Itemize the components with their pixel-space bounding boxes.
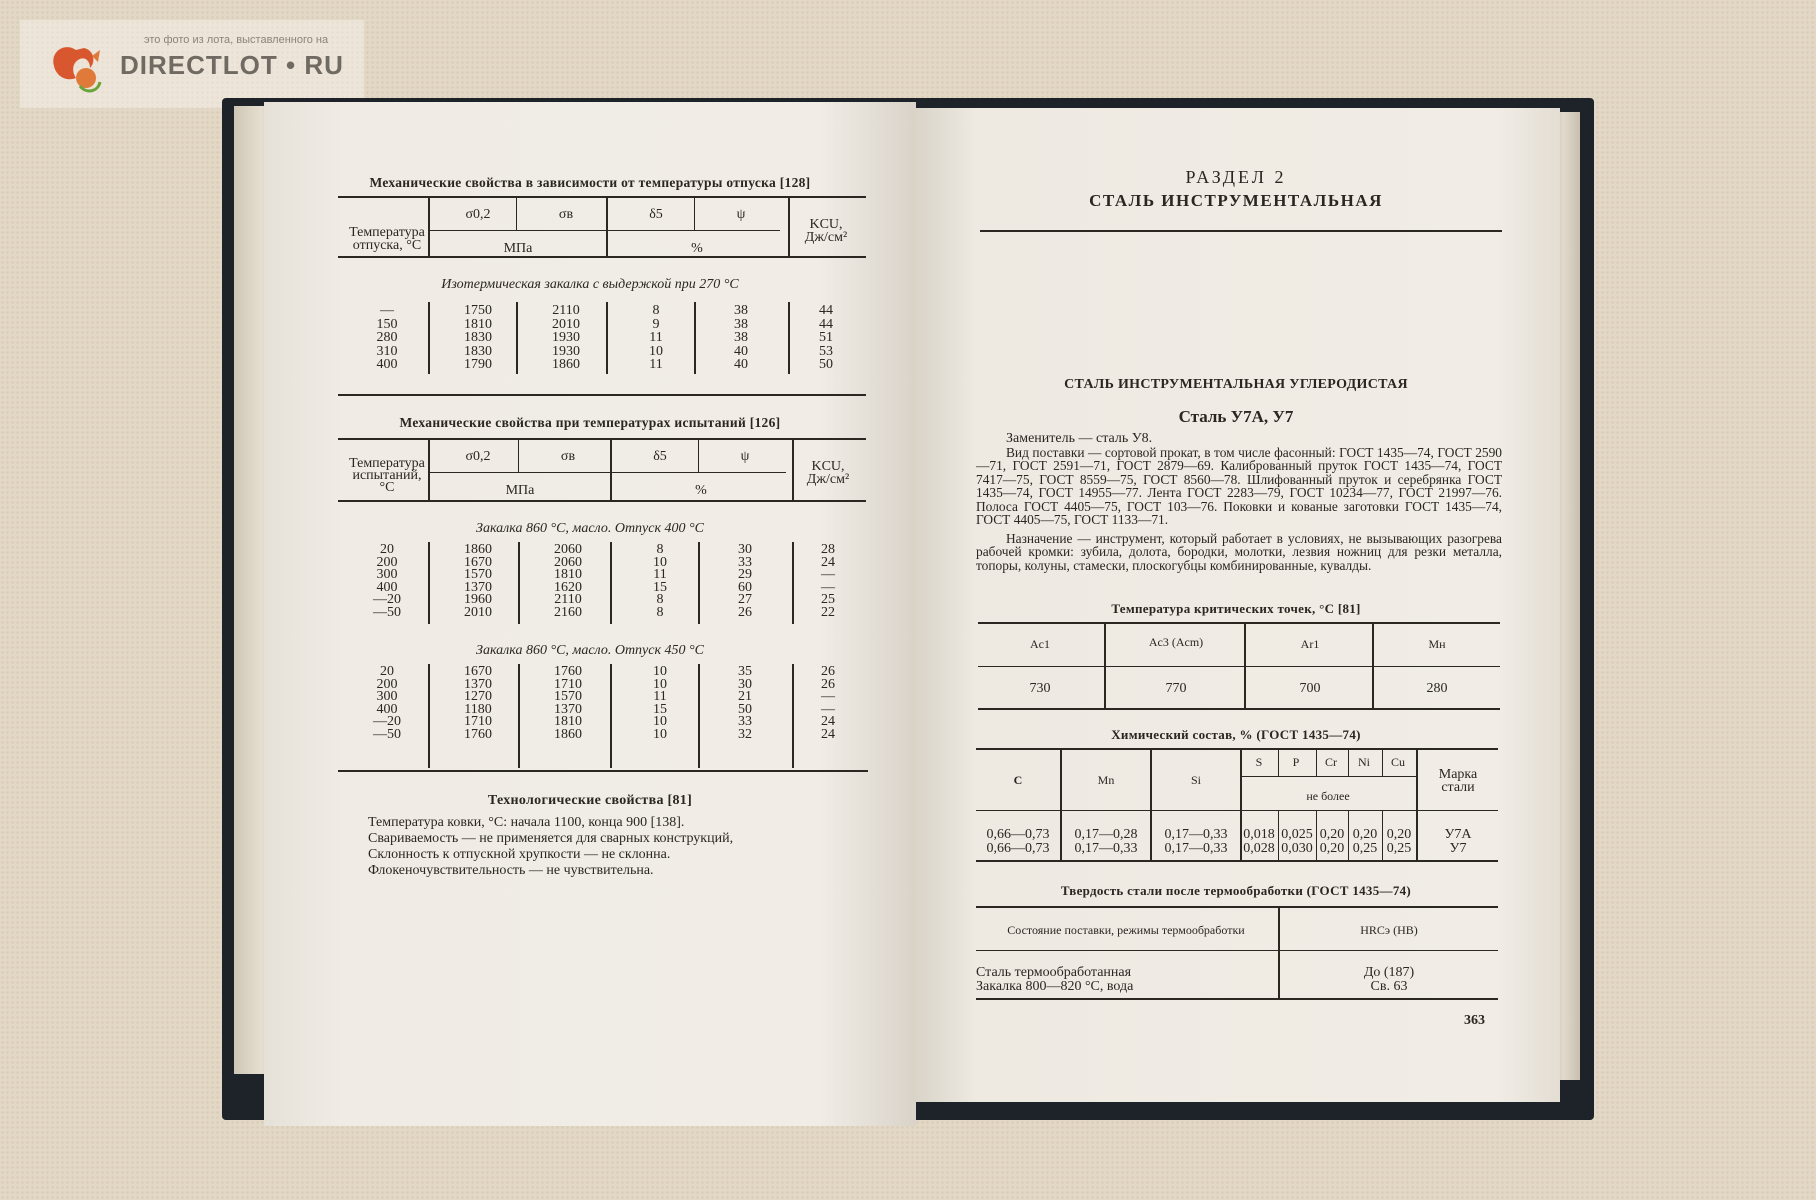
rule [976, 906, 1498, 908]
chem-col-ni: 0,20 0,25 [1352, 827, 1378, 856]
table2-g1-d5: 8 10 11 15 8 8 [653, 542, 667, 620]
rule [338, 770, 868, 772]
table1-head-psi: ψ [736, 207, 746, 222]
vline [1150, 748, 1152, 860]
chem-not-more: не более [1306, 789, 1350, 803]
vline [518, 664, 520, 768]
rule [338, 256, 866, 258]
chem-head-cu: Cu [1390, 755, 1405, 769]
chem-col-cu: 0,20 0,25 [1386, 827, 1412, 856]
vline [428, 302, 430, 374]
rule [430, 230, 780, 231]
vline [1104, 622, 1106, 708]
substitute-text: Заменитель — сталь У8. [1006, 431, 1153, 446]
vline [792, 664, 794, 768]
vline [1316, 748, 1317, 776]
vline [694, 196, 695, 230]
table2-title: Механические свойства при температурах испытаний [126] [399, 415, 781, 430]
table2-g2-s02: 1670 1370 1270 1180 1710 1760 [464, 664, 492, 742]
vline [1348, 810, 1349, 860]
chem-col-s: 0,018 0,028 [1243, 827, 1275, 856]
vline [610, 438, 612, 500]
table2-col0-head: Температура испытаний, °С [349, 456, 425, 495]
hard-head-state: Состояние поставки, режимы термообработки [1007, 923, 1245, 937]
table2-g2-temp: 20 200 300 400 —20 —50 [373, 664, 401, 742]
table1-col-kcu: 44 44 51 53 50 [819, 303, 833, 372]
purpose-text: Назначение — инструмент, который работает в условиях, не вызывающих разогрева рабочей кромки: зубила, долота, бородки, молотки, лезвия ножниц для резки металла, топоры, колуны, стамески, плоскогубцы комбинированные, кувалды. [976, 531, 1502, 573]
table2-g2-d5: 10 10 11 15 10 10 [653, 664, 667, 742]
table2-g1-temp: 20 200 300 400 —20 —50 [373, 542, 401, 620]
rule [980, 230, 1502, 232]
vline [1348, 748, 1349, 776]
table1-head-s02: σ0,2 [465, 207, 491, 222]
table2-head-s02: σ0,2 [465, 449, 491, 464]
vline [792, 438, 794, 500]
table1-unit-pct: % [691, 241, 703, 256]
vline [788, 196, 790, 256]
vline [792, 542, 794, 624]
chem-col-c: 0,66—0,73 0,66—0,73 [986, 827, 1050, 856]
table1-col-psi: 38 38 38 40 40 [734, 303, 748, 372]
vline [698, 438, 699, 472]
vline [610, 542, 612, 624]
left-page [264, 102, 916, 1126]
vline [516, 196, 517, 230]
table1-col0-head: Температура отпуска, °С [349, 225, 425, 253]
tech-line-4: Флокеночувствительность — не чувствительна. [368, 863, 654, 878]
crit-val-mn: 280 [1426, 681, 1448, 696]
table2-g2-sv: 1760 1710 1570 1370 1810 1860 [554, 664, 582, 742]
table2-g1-psi: 30 33 29 60 27 26 [738, 542, 752, 620]
crit-head-ac1: Ac1 [1030, 637, 1050, 651]
rule [338, 196, 866, 198]
rule [978, 708, 1500, 710]
table1-col-temp: — 150 280 310 400 [376, 303, 398, 372]
table1-head-sv: σв [558, 207, 574, 222]
rule [430, 472, 786, 473]
vline [1244, 622, 1246, 708]
page-number: 363 [1464, 1013, 1485, 1028]
table2-unit-mpa: МПа [505, 483, 535, 498]
vline [694, 302, 696, 374]
vline [516, 302, 518, 374]
crit-head-ac3: Ac3 (Acm) [1148, 635, 1204, 649]
crit-val-ac1: 730 [1029, 681, 1051, 696]
vline [698, 542, 700, 624]
vline [428, 196, 430, 256]
table2-subheading-400: Закалка 860 °С, масло. Отпуск 400 °С [476, 521, 704, 536]
table2-unit-pct: % [695, 483, 707, 498]
rule [976, 810, 1498, 811]
table2-g1-kcu: 28 24 — — 25 22 [821, 542, 835, 620]
chem-col-mn: 0,17—0,28 0,17—0,33 [1074, 827, 1138, 856]
vline [1278, 748, 1279, 776]
rule [978, 622, 1500, 624]
tech-line-2: Свариваемость — не применяется для сварных конструкций, [368, 831, 734, 846]
rule [978, 666, 1500, 667]
table2-g2-psi: 35 30 21 50 33 32 [738, 664, 752, 742]
table2-g2-kcu: 26 26 — — 24 24 [821, 664, 835, 742]
vline [610, 664, 612, 768]
vline [518, 542, 520, 624]
crit-title: Температура критических точек, °С [81] [1111, 601, 1361, 616]
hard-rows: Сталь термообработанная Закалка 800—820 °С, вода [976, 965, 1134, 994]
table1-kcu-head: KCU, Дж/см² [804, 217, 848, 245]
tech-line-1: Температура ковки, °С: начала 1100, конца 900 [138]. [368, 815, 685, 830]
right-page [912, 108, 1560, 1102]
vline [698, 664, 700, 768]
subsection-title: СТАЛЬ ИНСТРУМЕНТАЛЬНАЯ УГЛЕРОДИСТАЯ [1064, 377, 1408, 392]
table2-g1-sv: 2060 2060 1810 1620 2110 2160 [554, 542, 582, 620]
section-title: СТАЛЬ ИНСТРУМЕНТАЛЬНАЯ [1089, 191, 1383, 210]
table2-head-sv: σв [560, 449, 576, 464]
vline [428, 542, 430, 624]
chem-col-si: 0,17—0,33 0,17—0,33 [1164, 827, 1228, 856]
table1-col-d5: 8 9 11 10 11 [649, 303, 663, 372]
hard-values: До (187) Св. 63 [1363, 965, 1415, 994]
table1-title: Механические свойства в зависимости от температуры отпуска [128] [369, 175, 811, 190]
vline [1060, 748, 1062, 860]
squirrel-logo-icon [46, 42, 106, 94]
rule [338, 394, 866, 396]
rule [338, 500, 866, 502]
supply-text: Вид поставки — сортовой прокат, в том числе фасонный: ГОСТ 1435—74, ГОСТ 2590—71, ГОСТ 2591—71, ГОСТ 2879—69. Калиброванный пруток ГОСТ 1435—74, ГОСТ 7417—75, ГОСТ 8559—75, ГОСТ 8560—78. Шлифованный пруток и серебрянка ГОСТ 1435—74, ГОСТ 14955—77. Лента ГОСТ 2283—79, ГОСТ 10234—77, ГОСТ 21997—76. Полоса ГОСТ 4405—75, ГОСТ 103—76. Поковки и кованые заготовки ГОСТ 1435—74, ГОСТ 4405—75, ГОСТ 1133—71. [976, 445, 1502, 528]
vline [1316, 810, 1317, 860]
chem-head-c: С [1013, 773, 1023, 787]
crit-val-ar1: 700 [1299, 681, 1321, 696]
tech-title: Технологические свойства [81] [487, 793, 693, 808]
table1-col-sv: 2110 2010 1930 1930 1860 [552, 303, 580, 372]
vline [1278, 810, 1279, 860]
table1-head-d5: δ5 [649, 207, 663, 222]
section-label: РАЗДЕЛ 2 [1185, 167, 1287, 187]
table1-col-s02: 1750 1810 1830 1830 1790 [464, 303, 492, 372]
chem-head-p: P [1292, 755, 1300, 769]
hard-title: Твердость стали после термообработки (ГОСТ 1435—74) [1060, 883, 1412, 898]
vline [1382, 748, 1383, 776]
chem-head-mn: Mn [1097, 773, 1115, 787]
table2-subheading-450: Закалка 860 °С, масло. Отпуск 450 °С [476, 643, 704, 658]
vline [1278, 906, 1280, 998]
vline [1382, 810, 1383, 860]
rule [1240, 776, 1416, 777]
chem-col-grade: У7А У7 [1444, 827, 1472, 856]
table1-subheading: Изотермическая закалка с выдержкой при 270 °С [441, 277, 739, 292]
table2-head-psi: ψ [740, 449, 750, 464]
chem-head-ni: Ni [1358, 755, 1370, 769]
vline [428, 664, 430, 768]
watermark [20, 20, 364, 108]
rule [338, 438, 866, 440]
rule [976, 860, 1498, 862]
watermark-site: DIRECTLOT • RU [120, 50, 344, 80]
chem-head-s: S [1255, 755, 1263, 769]
vline [606, 302, 608, 374]
chem-head-grade: Марка стали [1438, 767, 1478, 795]
table1-unit-mpa: МПа [503, 241, 533, 256]
watermark-caption: это фото из лота, выставленного на [144, 34, 329, 46]
table2-kcu-head: KCU, Дж/см² [806, 459, 850, 487]
chem-title: Химический состав, % (ГОСТ 1435—74) [1111, 727, 1361, 742]
crit-head-ar1: Ar1 [1300, 637, 1320, 651]
vline [1372, 622, 1374, 708]
steel-title: Сталь У7А, У7 [1178, 407, 1294, 426]
table2-head-d5: δ5 [653, 449, 667, 464]
table2-g1-s02: 1860 1670 1570 1370 1960 2010 [464, 542, 492, 620]
chem-head-si: Si [1190, 773, 1201, 787]
rule [976, 950, 1498, 951]
vline [788, 302, 790, 374]
vline [1240, 748, 1242, 860]
vline [1416, 748, 1418, 860]
vline [428, 438, 430, 500]
rule [976, 748, 1498, 750]
chem-col-p: 0,025 0,030 [1281, 827, 1313, 856]
chem-col-cr: 0,20 0,20 [1319, 827, 1345, 856]
hard-head-hrc: HRCэ (НВ) [1360, 923, 1418, 937]
chem-head-cr: Cr [1325, 755, 1337, 769]
crit-val-ac3: 770 [1165, 681, 1187, 696]
crit-head-mn: Мн [1428, 637, 1446, 651]
vline [518, 438, 519, 472]
vline [606, 196, 608, 256]
tech-line-3: Склонность к отпускной хрупкости — не склонна. [368, 847, 671, 862]
rule [976, 998, 1498, 1000]
